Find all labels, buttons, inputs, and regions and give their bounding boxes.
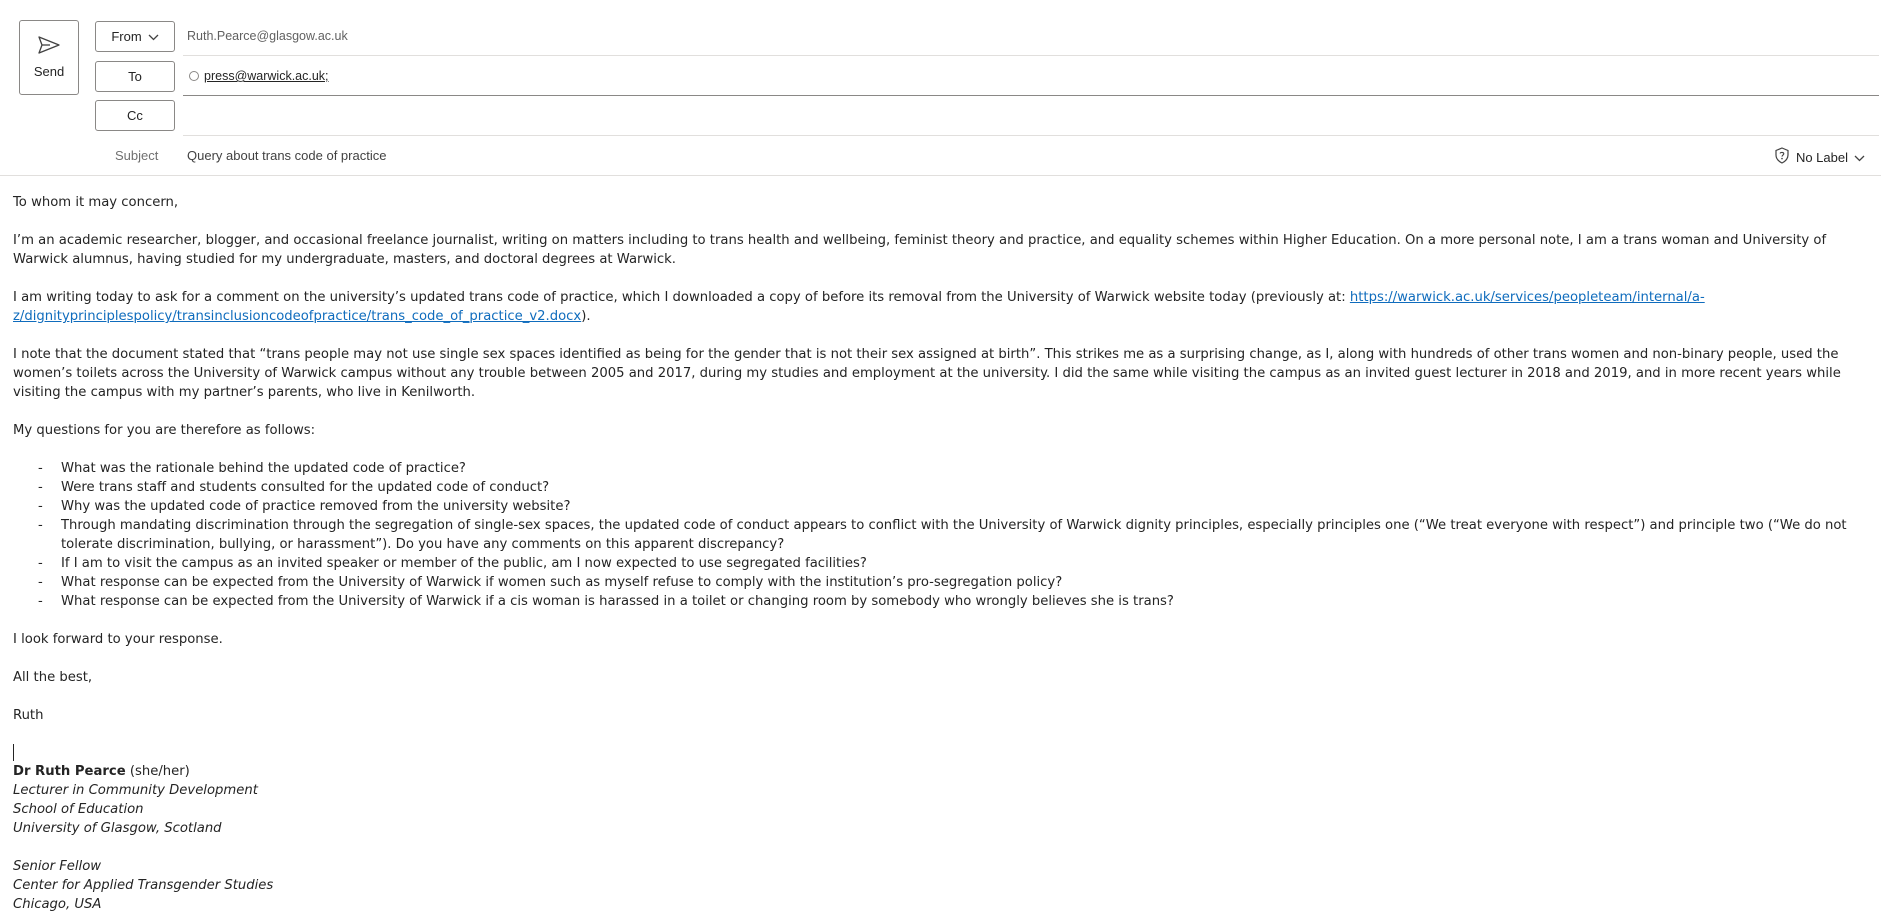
send-button[interactable] (19, 20, 79, 95)
paragraph-request: I am writing today to ask for a comment on the university’s updated trans code of practice, which I downloaded a copy of before its removal from the University of Warwick website today (previously at: https://warwick.ac.uk/services/peopleteam/internal/a-z/dignityprinciplespolicy/transinclusioncodeofpractice/trans_code_of_practice_v2.docx). (13, 290, 1705, 324)
list-item: - What was the rationale behind the updated code of practice? (38, 461, 466, 476)
closing-line: I look forward to your response. (13, 632, 223, 647)
list-item: - What response can be expected from the University of Warwick if a cis woman is harassed in a toilet or changing room by somebody who wrongly believes she is trans? (38, 594, 1174, 609)
cc-button-label: Cc (127, 108, 143, 123)
signature-line: Center for Applied Transgender Studies (13, 878, 274, 893)
policy-link[interactable]: https://warwick.ac.uk/services/peopleteam/internal/a-z/dignityprinciplespolicy/transinclusioncodeofpractice/trans_code_of_practice_v2.docx (13, 290, 1705, 324)
chevron-down-icon (1854, 150, 1871, 165)
signature-name: Dr Ruth Pearce (13, 764, 126, 779)
greeting: To whom it may concern, (13, 195, 179, 210)
signature-line: Senior Fellow (13, 859, 102, 874)
signature-line: University of Glasgow, Scotland (13, 821, 222, 836)
send-icon (37, 35, 61, 55)
recipient-address: press@warwick.ac.uk; (204, 69, 329, 83)
sensitivity-label: No Label (1795, 149, 1848, 165)
signature-pronouns: (she/her) (125, 764, 190, 779)
paragraph-questions-intro: My questions for you are therefore as follows: (13, 423, 316, 438)
sender-first-name: Ruth (13, 708, 44, 723)
questions-list (13, 459, 1873, 611)
recipient-chip[interactable] (183, 69, 329, 83)
signature-line: Lecturer in Community Development (13, 783, 258, 798)
sensitivity-label-button[interactable] (1774, 147, 1871, 167)
to-button[interactable] (95, 61, 175, 92)
from-row (183, 17, 1879, 56)
subject-label: Subject (115, 148, 159, 163)
chevron-down-icon (148, 29, 159, 44)
list-item: - If I am to visit the campus as an invited speaker or member of the public, am I now expected to use segregated facilities? (38, 556, 867, 571)
to-button-label: To (128, 69, 142, 84)
sign-off: All the best, (13, 670, 93, 685)
cc-button[interactable] (95, 100, 175, 131)
paragraph-context: I note that the document stated that “trans people may not use single sex spaces identified as being for the gender that is not their sex assigned at birth”. This strikes me as a surprising change, as I, along with hundreds of other trans women and non-binary people, used the women’s toilets across the University of Warwick campus without any trouble between 2005 and 2017, during my studies and employment at the university. I did the same while visiting the campus as an invited guest lecturer in 2018 and 2019, and in more recent years while visiting the campus with my partner’s parents, who live in Kenilworth. (13, 347, 1841, 400)
presence-icon (189, 71, 199, 81)
signature-block (13, 762, 1873, 914)
list-item: - Through mandating discrimination through the segregation of single-sex spaces, the updated code of conduct appears to conflict with the University of Warwick dignity principles, especially principles one (“We treat everyone with respect”) and principle two (“We do not tolerate discrimination, bullying, or harassment”). Do you have any comments on this apparent discrepancy? (38, 518, 1847, 552)
signature-line: Chicago, USA (13, 897, 102, 912)
header-divider (0, 175, 1881, 176)
to-field[interactable] (183, 57, 1879, 96)
cc-field[interactable] (183, 97, 1879, 136)
list-item: - Why was the updated code of practice removed from the university website? (38, 499, 571, 514)
list-item: - What response can be expected from the University of Warwick if women such as myself refuse to comply with the institution’s pro-segregation policy? (38, 575, 1063, 590)
message-body[interactable] (13, 193, 1873, 914)
signature-line: School of Education (13, 802, 144, 817)
text-cursor (13, 744, 14, 761)
subject-input[interactable]: Query about trans code of practice (187, 148, 387, 163)
from-button-label: From (111, 29, 142, 44)
from-address: Ruth.Pearce@glasgow.ac.uk (187, 29, 348, 43)
list-item: - Were trans staff and students consulted for the updated code of conduct? (38, 480, 550, 495)
send-button-label: Send (33, 64, 65, 79)
paragraph-intro: I’m an academic researcher, blogger, and occasional freelance journalist, writing on matters including to trans health and wellbeing, feminist theory and practice, and equality schemes within Higher Education. On a more personal note, I am a trans woman and University of Warwick alumnus, having studied for my undergraduate, masters, and doctoral degrees at Warwick. (13, 233, 1827, 267)
shield-question-icon (1774, 147, 1796, 167)
from-button[interactable] (95, 21, 175, 52)
